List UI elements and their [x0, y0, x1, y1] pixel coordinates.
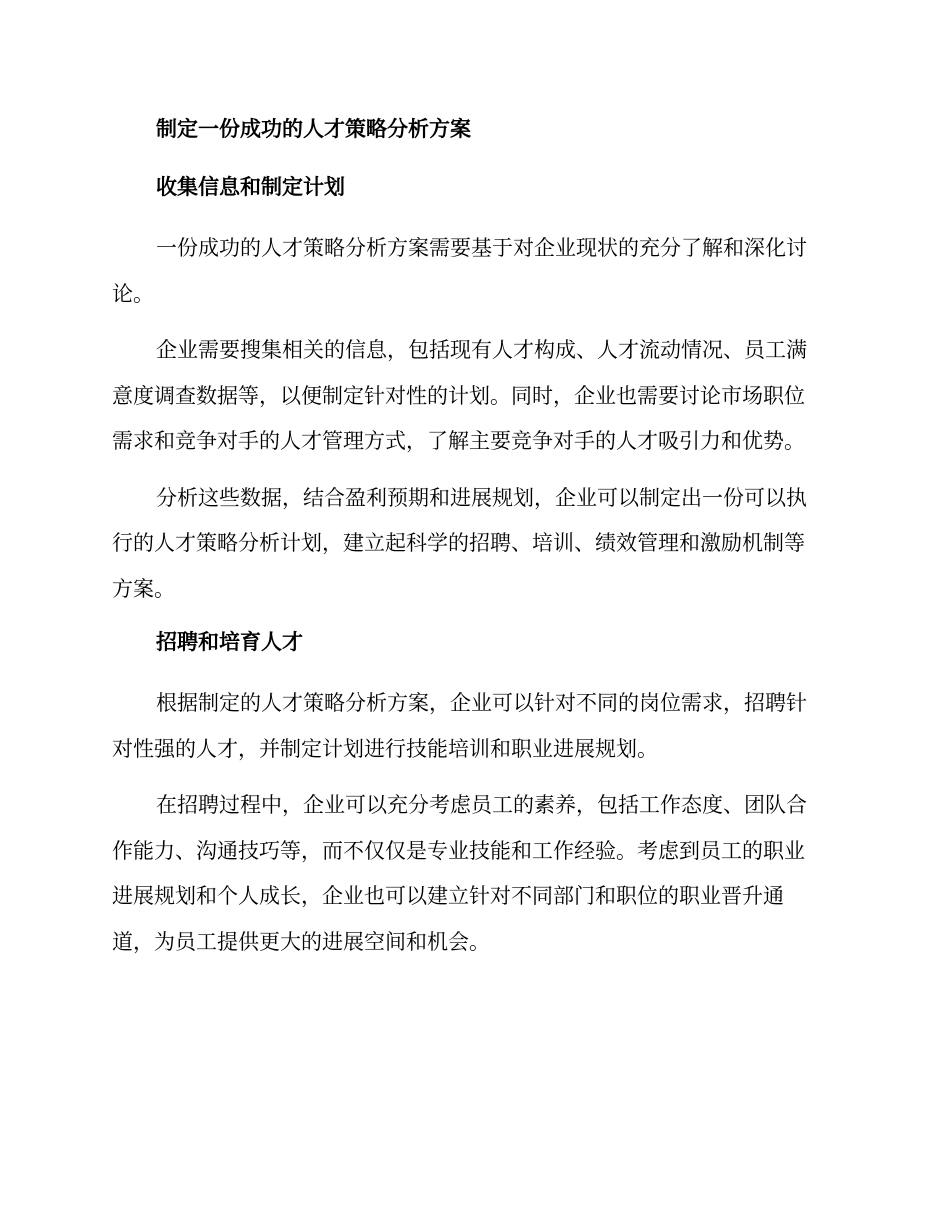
- document-title: 制定一份成功的人才策略分析方案: [156, 117, 471, 141]
- paragraph-line: 分析这些数据，结合盈利预期和进展规划，企业可以制定出一份可以执: [156, 485, 807, 510]
- paragraph-line: 企业需要搜集相关的信息，包括现有人才构成、人才流动情况、员工满: [156, 338, 807, 362]
- document-body: [112, 110, 832, 976]
- paragraph: [112, 328, 832, 465]
- paragraph-line: 作能力、沟通技巧等，而不仅仅是专业技能和工作经验。考虑到员工的职业: [112, 838, 805, 863]
- paragraph-line: 方案。: [112, 576, 175, 601]
- paragraph-line: 意度调查数据等，以便制定针对性的计划。同时，企业也需要讨论市场职位: [112, 383, 805, 408]
- paragraph-line: 一份成功的人才策略分析方案需要基于对企业现状的充分了解和深化讨: [156, 236, 807, 260]
- section-heading-recruit-train: 招聘和培育人才: [156, 630, 303, 654]
- paragraph-line: 进展规划和个人成长，企业也可以建立针对不同部门和职位的职业晋升通: [112, 884, 784, 908]
- paragraph: [112, 681, 832, 772]
- paragraph-line: 行的人才策略分析计划，建立起科学的招聘、培训、绩效管理和激励机制等: [112, 531, 805, 555]
- paragraph-line: 论。: [112, 281, 154, 306]
- paragraph-line: 对性强的人才，并制定计划进行技能培训和职业进展规划。: [112, 736, 658, 761]
- paragraph: [112, 476, 832, 613]
- paragraph-line: 在招聘过程中，企业可以充分考虑员工的素养，包括工作态度、团队合: [156, 793, 807, 817]
- paragraph-line: 根据制定的人才策略分析方案，企业可以针对不同的岗位需求，招聘针: [156, 691, 807, 715]
- paragraph: [112, 783, 832, 965]
- paragraph-line: 道，为员工提供更大的进展空间和机会。: [112, 929, 490, 954]
- paragraph: [112, 226, 832, 317]
- section-heading-collect-info: 收集信息和制定计划: [156, 175, 345, 199]
- paragraph-line: 需求和竞争对手的人才管理方式，了解主要竞争对手的人才吸引力和优势。: [112, 429, 805, 453]
